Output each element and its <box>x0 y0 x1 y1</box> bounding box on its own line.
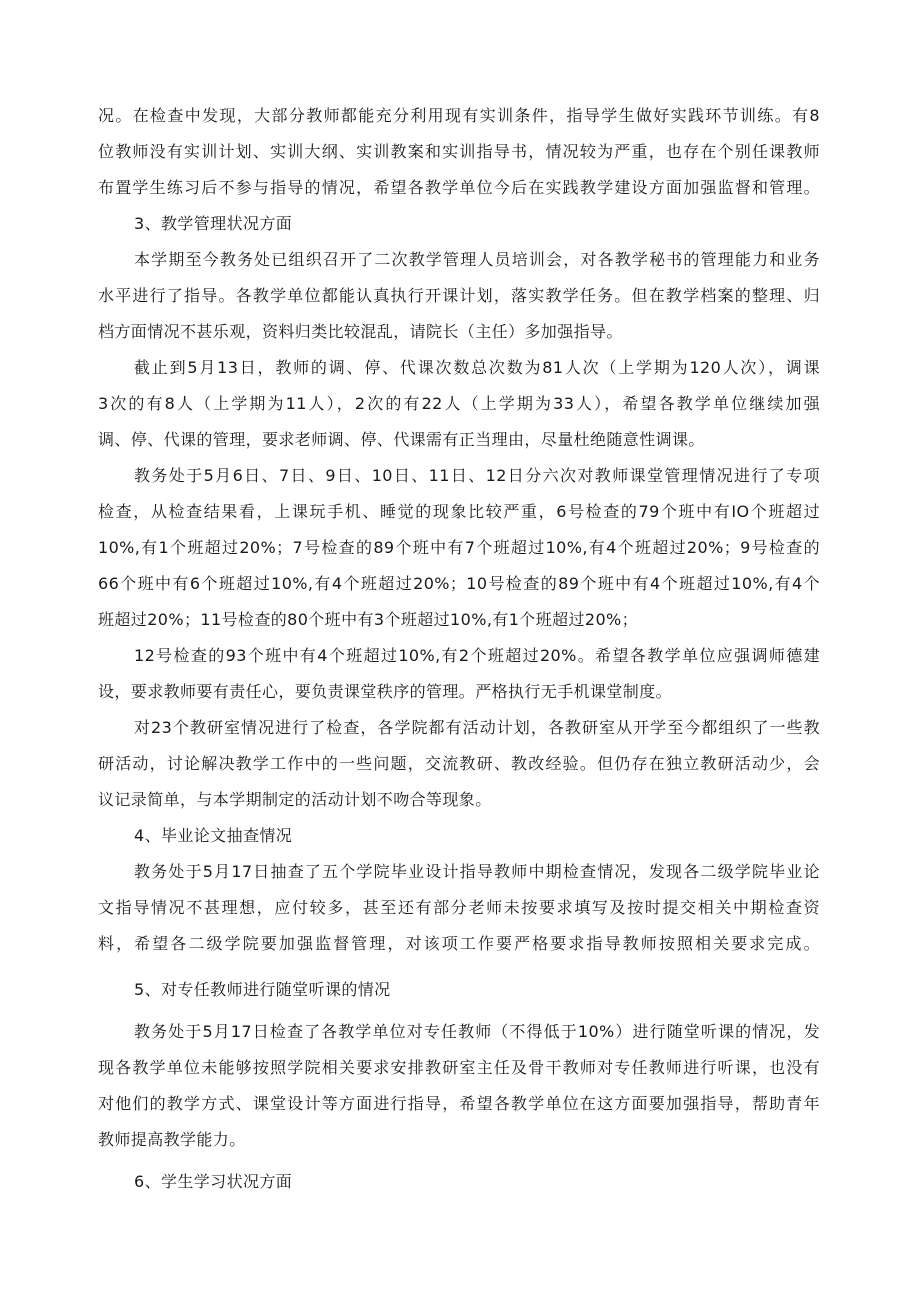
paragraph-line: 况。在检查中发现，大部分教师都能充分利用现有实训条件，指导学生做好实践环节训练。有8 <box>98 106 820 125</box>
paragraph-line: 水平进行了指导。各教学单位都能认真执行开课计划，落实教学任务。但在教学档案的整理、归 <box>98 286 820 305</box>
paragraph-line: 教师提高教学能力。 <box>98 1130 246 1149</box>
paragraph-line: 现各教学单位未能够按照学院相关要求安排教研室主任及骨干教师对专任教师进行听课，也没有 <box>98 1058 820 1077</box>
paragraph-line: 班超过20%；11号检查的80个班中有3个班超过10%,有1个班超过20%； <box>98 610 639 629</box>
paragraph-line: 检查，从检查结果看，上课玩手机、睡觉的现象比较严重，6号检查的79个班中有IO个班超过 <box>98 502 820 521</box>
paragraph-line: 档方面情况不甚乐观，资料归类比较混乱，请院长（主任）多加强指导。 <box>98 322 623 341</box>
paragraph-line: 教务处于5月17日抽查了五个学院毕业设计指导教师中期检查情况，发现各二级学院毕业论 <box>134 862 820 881</box>
paragraph-line: 教务处于5月17日检查了各教学单位对专任教师（不得低于10%）进行随堂听课的情况，发 <box>134 1022 820 1041</box>
paragraph-line: 研活动，讨论解决教学工作中的一些问题，交流教研、教改经验。但仍存在独立教研活动少，会 <box>98 754 820 773</box>
paragraph-line: 对他们的教学方式、课堂设计等方面进行指导，希望各教学单位在这方面要加强指导，帮助青年 <box>98 1094 820 1113</box>
paragraph-line: 教务处于5月6日、7日、9日、10日、11日、12日分六次对教师课堂管理情况进行了专项 <box>134 466 820 485</box>
paragraph-line: 调、停、代课的管理，要求老师调、停、代课需有正当理由，尽量杜绝随意性调课。 <box>98 430 705 449</box>
paragraph-line: 设，要求教师要有责任心，要负责课堂秩序的管理。严格执行无手机课堂制度。 <box>98 682 673 701</box>
paragraph-line: 12号检查的93个班中有4个班超过10%,有2个班超过20%。希望各教学单位应强调师德建 <box>134 646 820 665</box>
paragraph-line: 10%,有1个班超过20%；7号检查的89个班中有7个班超过10%,有4个班超过20%；9号检查的 <box>98 538 820 557</box>
paragraph-line: 布置学生练习后不参与指导的情况，希望各教学单位今后在实践教学建设方面加强监督和管理。 <box>98 178 820 197</box>
paragraph-line: 3次的有8人（上学期为11人），2次的有22人（上学期为33人），希望各教学单位继续加强 <box>98 394 820 413</box>
paragraph-line: 位教师没有实训计划、实训大纲、实训教案和实训指导书，情况较为严重，也存在个别任课教师 <box>98 142 820 161</box>
section-heading-6: 6、学生学习状况方面 <box>134 1172 293 1191</box>
paragraph-line: 文指导情况不甚理想，应付较多，甚至还有部分老师未按要求填写及按时提交相关中期检查资 <box>98 898 820 917</box>
section-heading-4: 4、毕业论文抽查情况 <box>134 826 293 845</box>
paragraph-line: 对23个教研室情况进行了检查，各学院都有活动计划，各教研室从开学至今都组织了一些教 <box>134 718 820 737</box>
paragraph-line: 本学期至今教务处已组织召开了二次教学管理人员培训会，对各教学秘书的管理能力和业务 <box>134 250 820 269</box>
paragraph-line: 截止到5月13日，教师的调、停、代课次数总次数为81人次（上学期为120人次），调课 <box>134 358 820 377</box>
section-heading-5: 5、对专任教师进行随堂听课的情况 <box>134 980 391 999</box>
paragraph-line: 议记录简单，与本学期制定的活动计划不吻合等现象。 <box>98 790 492 809</box>
section-heading-3: 3、教学管理状况方面 <box>134 214 293 233</box>
paragraph-line: 66个班中有6个班超过10%,有4个班超过20%；10号检查的89个班中有4个班超过10%,有4个 <box>98 574 820 593</box>
paragraph-line: 料，希望各二级学院要加强监督管理，对该项工作要严格要求指导教师按照相关要求完成。 <box>98 934 820 953</box>
